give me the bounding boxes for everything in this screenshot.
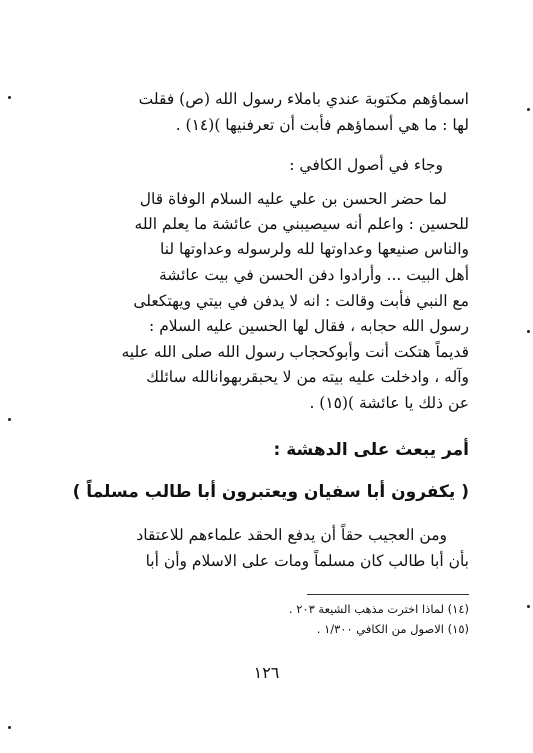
section-heading: أمر يبعث على الدهشة : (273, 440, 469, 460)
body-line-2: لها : ما هي أسماؤهم فأبت أن تعرفنيها )(١٤) . (175, 116, 469, 134)
para2-line-1: ومن العجيب حقاً أن يدفع الحقد علماءهم للاعتقاد (136, 526, 447, 544)
scan-mark (527, 108, 530, 111)
footnote-15: (١٥) الاصول من الكافي ١/٣٠٠ . (316, 622, 469, 636)
section-subheading: ( يكفرون أبا سفيان ويعتبرون أبا طالب مسلماً ) (72, 482, 469, 502)
section-intro-line: وجاء في أصول الكافي : (289, 156, 443, 174)
quote-line-9: عن ذلك يا عائشة )(١٥) . (309, 394, 469, 412)
scan-mark (527, 330, 530, 333)
quote-line-5: مع النبي فأبت وقالت : انه لا يدفن في بيتي ويهتكعلى (133, 292, 469, 310)
scan-mark (527, 605, 530, 608)
scan-mark (8, 96, 11, 99)
body-line-1: اسماؤهم مكتوبة عندي باملاء رسول الله (ص) فقلت (138, 90, 469, 108)
scan-mark (8, 418, 11, 421)
quote-line-6: رسول الله حجابه ، فقال لها الحسين عليه السلام : (149, 317, 469, 335)
quote-line-8: وآله ، وادخلت عليه بيته من لا يحبقربهوانالله سائلك (146, 368, 469, 386)
quote-line-1: لما حضر الحسن بن علي عليه السلام الوفاة قال (139, 190, 447, 208)
scan-mark (8, 726, 11, 729)
quote-line-4: أهل البيت ... وأرادوا دفن الحسن في بيت عائشة (158, 266, 469, 284)
page-number: ١٢٦ (253, 663, 280, 682)
quote-line-2: للحسين : واعلم أنه سيصيبني من عائشة ما يعلم الله (134, 215, 469, 233)
quote-line-3: والناس صنيعها وعداوتها لله ولرسوله وعداوتها لنا (159, 240, 469, 258)
footnote-divider (307, 594, 469, 595)
footnote-14: (١٤) لماذا اخترت مذهب الشيعة ٢٠٣ . (288, 602, 469, 616)
quote-line-7: قديماً هتكت أنت وأبوكحجاب رسول الله صلى الله عليه (121, 343, 469, 361)
para2-line-2: بأن أبا طالب كان مسلماً ومات على الاسلام وأن أبا (145, 552, 469, 570)
